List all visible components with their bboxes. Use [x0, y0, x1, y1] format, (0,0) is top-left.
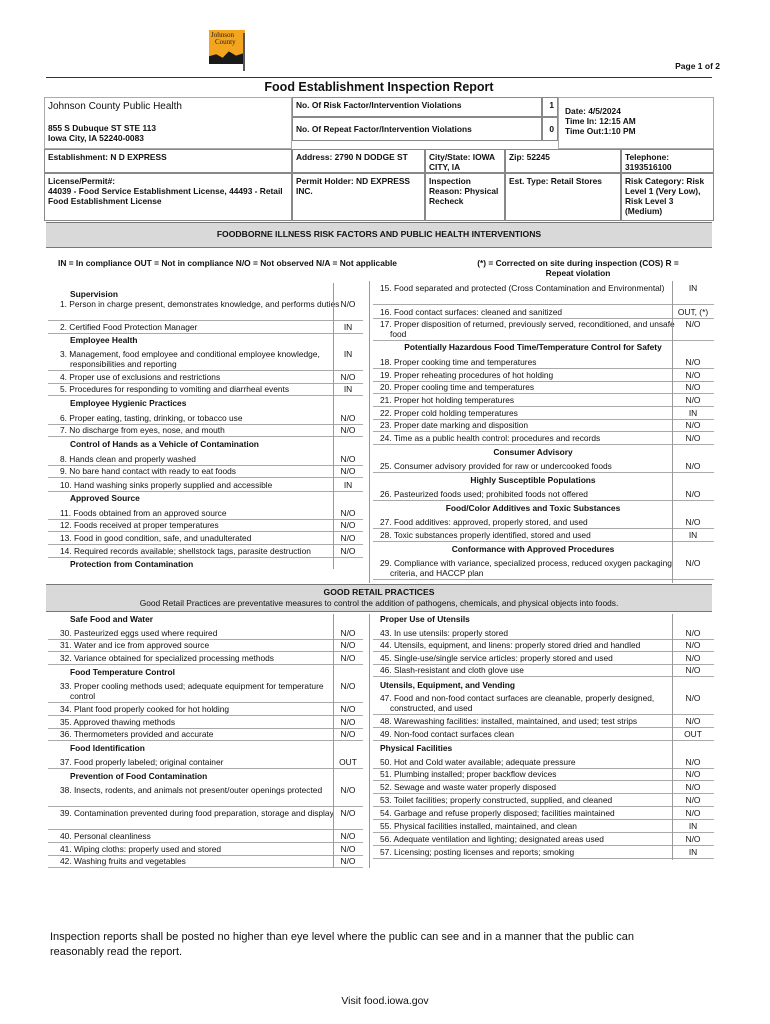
compliance-status: N/O [340, 508, 356, 518]
checklist-item: 33. Proper cooling methods used; adequate equipment for temperature control [60, 681, 324, 701]
correction-legend: (*) = Corrected on site during inspection (COS) R = Repeat violation [477, 258, 679, 278]
checklist-item: 22. Proper cold holding temperatures [380, 408, 518, 418]
compliance-status: N/O [340, 628, 356, 638]
row-divider [373, 714, 714, 715]
section-subheading: Proper Use of Utensils [380, 614, 670, 625]
row-divider [373, 806, 714, 807]
row-divider [373, 676, 714, 677]
page-number: Page 1 of 2 [675, 61, 720, 71]
checklist-item: 40. Personal cleanliness [60, 831, 151, 841]
compliance-status: N/O [340, 413, 356, 423]
row-divider [48, 740, 363, 741]
checklist-item: 27. Food additives: approved, properly stored, and used [380, 517, 588, 527]
risk-violations-value: 1 [542, 97, 558, 117]
compliance-status: N/O [685, 382, 701, 392]
section-subheading: Food/Color Additives and Toxic Substances [380, 503, 686, 514]
checklist-item: 44. Utensils, equipment, and linens: properly stored dried and handled [380, 640, 641, 650]
checklist-item: 19. Proper reheating procedures of hot holding [380, 370, 554, 380]
agency-address-2: Iowa City, IA 52240-0083 [48, 133, 144, 143]
checklist-item: 41. Wiping cloths: properly used and stored [60, 844, 222, 854]
row-divider [373, 431, 714, 432]
report-title: Food Establishment Inspection Report [264, 80, 494, 94]
row-divider [373, 368, 714, 369]
checklist-item: 48. Warewashing facilities: installed, maintained, and used; test strips [380, 716, 638, 726]
checklist-item: 37. Food properly labeled; original container [60, 757, 224, 767]
row-divider [373, 444, 714, 445]
checklist-item: 23. Proper date marking and disposition [380, 420, 529, 430]
section-subheading: Supervision [70, 289, 330, 300]
compliance-status: N/O [685, 665, 701, 675]
status-column-divider [672, 614, 673, 860]
checklist-item: 5. Procedures for responding to vomiting and diarrheal events [60, 384, 290, 394]
agency-address-1: 855 S Dubuque ST STE 113 [48, 123, 156, 133]
compliance-status: IN [688, 847, 698, 857]
row-divider [48, 370, 363, 371]
checklist-item: 39. Contamination prevented during food preparation, storage and display [60, 808, 334, 818]
checklist-item: 47. Food and non-food contact surfaces are cleanable, properly designed, constructed, and used [380, 693, 655, 713]
row-divider [373, 727, 714, 728]
checklist-item: 32. Variance obtained for specialized processing methods [60, 653, 274, 663]
row-divider [48, 491, 363, 492]
compliance-status: N/O [340, 466, 356, 476]
row-divider [48, 867, 363, 868]
checklist-item: 24. Time as a public health control: procedures and records [380, 433, 601, 443]
checklist-item: 10. Hand washing sinks properly supplied and accessible [60, 480, 273, 490]
section-subheading: Highly Susceptible Populations [380, 475, 686, 486]
compliance-status: N/O [685, 370, 701, 380]
compliance-status: N/O [340, 717, 356, 727]
section-subheading: Utensils, Equipment, and Vending [380, 680, 670, 691]
checklist-item: 6. Proper eating, tasting, drinking, or tobacco use [60, 413, 243, 423]
section-subheading: Consumer Advisory [380, 447, 686, 458]
time-out: Time Out:1:10 PM [565, 126, 636, 136]
checklist-item: 12. Foods received at proper temperatures [60, 520, 219, 530]
row-divider [373, 832, 714, 833]
section-subheading: Protection from Contamination [70, 559, 330, 570]
compliance-status: N/O [685, 808, 701, 818]
compliance-status: N/O [685, 716, 701, 726]
compliance-status: N/O [685, 319, 701, 329]
column-separator [369, 614, 370, 868]
section-subheading: Potentially Hazardous Food Time/Temperature Control for Safety [380, 342, 686, 353]
checklist-item: 54. Garbage and refuse properly disposed; facilities maintained [380, 808, 615, 818]
checklist-item: 30. Pasteurized eggs used where required [60, 628, 218, 638]
compliance-status: IN [343, 349, 353, 359]
logo-stand [243, 33, 245, 71]
section-subheading: Employee Hygienic Practices [70, 398, 330, 409]
row-divider [373, 579, 714, 580]
checklist-item: 42. Washing fruits and vegetables [60, 856, 186, 866]
checklist-item: 52. Sewage and waste water properly disposed [380, 782, 556, 792]
row-divider [48, 651, 363, 652]
compliance-status: N/O [685, 433, 701, 443]
compliance-status: N/O [340, 533, 356, 543]
row-divider [48, 702, 363, 703]
compliance-status: N/O [340, 454, 356, 464]
row-divider [373, 819, 714, 820]
row-divider [373, 500, 714, 501]
row-divider [48, 842, 363, 843]
row-divider [48, 829, 363, 830]
row-divider [48, 664, 363, 665]
compliance-status: N/O [340, 299, 356, 309]
compliance-status: N/O [685, 693, 701, 703]
checklist-item: 53. Toilet facilities; properly constructed, supplied, and cleaned [380, 795, 613, 805]
compliance-status: N/O [685, 782, 701, 792]
row-divider [373, 393, 714, 394]
city-state: City/State: IOWA CITY, IA [425, 149, 505, 173]
section-subheading: Employee Health [70, 335, 330, 346]
row-divider [48, 557, 363, 558]
section-subheading: Conformance with Approved Procedures [380, 544, 686, 555]
compliance-status: N/O [685, 628, 701, 638]
row-divider [373, 858, 714, 859]
compliance-status: N/O [340, 785, 356, 795]
food-iowa-link[interactable]: Visit food.iowa.gov [341, 995, 429, 1007]
compliance-status: OUT [684, 729, 702, 739]
compliance-status: IN [688, 530, 698, 540]
checklist-item: 26. Pasteurized foods used; prohibited foods not offered [380, 489, 588, 499]
repeat-violations-value: 0 [542, 117, 558, 141]
risk-violations-label: No. Of Risk Factor/Intervention Violations [292, 97, 542, 117]
checklist-item: 25. Consumer advisory provided for raw or undercooked foods [380, 461, 612, 471]
compliance-status: N/O [685, 489, 701, 499]
posting-notice: Inspection reports shall be posted no higher than eye level where the public can see and in a manner that the public can reasonably read the report. [50, 931, 634, 958]
row-divider [373, 740, 714, 741]
license-permit: License/Permit#: 44039 - Food Service Establishment License, 44493 - Retail Food Establishment License [44, 173, 292, 221]
checklist-item: 55. Physical facilities installed, maintained, and clean [380, 821, 577, 831]
row-divider [48, 531, 363, 532]
checklist-item: 1. Person in charge present, demonstrates knowledge, and performs duties [60, 299, 340, 309]
compliance-status: N/O [685, 357, 701, 367]
row-divider [373, 340, 714, 341]
compliance-status: N/O [685, 420, 701, 430]
compliance-status: N/O [685, 834, 701, 844]
risk-category: Risk Category: Risk Level 1 (Very Low), Risk Level 3 (Medium) [621, 173, 714, 221]
status-column-divider [672, 281, 673, 583]
compliance-status: N/O [685, 517, 701, 527]
compliance-status: IN [343, 322, 353, 332]
time-in: Time In: 12:15 AM [565, 116, 636, 126]
checklist-item: 28. Toxic substances properly identified, stored and used [380, 530, 591, 540]
checklist-item: 45. Single-use/single service articles: properly stored and used [380, 653, 613, 663]
title-rule [46, 77, 712, 78]
permit-holder: Permit Holder: ND EXPRESS INC. [292, 173, 425, 221]
compliance-status: IN [343, 384, 353, 394]
repeat-violations-label: No. Of Repeat Factor/Intervention Violations [292, 117, 542, 141]
compliance-status: N/O [340, 681, 356, 691]
establishment-address: Address: 2790 N DODGE ST [292, 149, 425, 173]
section-subheading: Physical Facilities [380, 743, 670, 754]
checklist-item: 7. No discharge from eyes, nose, and mouth [60, 425, 225, 435]
checklist-item: 17. Proper disposition of returned, previously served, reconditioned, and unsafe food [380, 319, 675, 339]
checklist-item: 56. Adequate ventilation and lighting; designated areas used [380, 834, 604, 844]
section-subheading: Food Temperature Control [70, 667, 330, 678]
checklist-item: 8. Hands clean and properly washed [60, 454, 196, 464]
compliance-status: N/O [340, 520, 356, 530]
checklist-item: 34. Plant food properly cooked for hot holding [60, 704, 230, 714]
agency-name: Johnson County Public Health [48, 101, 182, 112]
compliance-status: N/O [685, 653, 701, 663]
good-retail-header [46, 584, 712, 612]
row-divider [48, 395, 363, 396]
row-divider [48, 806, 363, 807]
logo-text-line1: Johnson [211, 31, 234, 39]
row-divider [373, 472, 714, 473]
compliance-status: N/O [685, 461, 701, 471]
row-divider [373, 406, 714, 407]
compliance-status: IN [688, 283, 698, 293]
establishment-type: Est. Type: Retail Stores [505, 173, 621, 221]
compliance-status: N/O [685, 757, 701, 767]
checklist-item: 36. Thermometers provided and accurate [60, 729, 214, 739]
good-retail-subheading: Good Retail Practices are preventative measures to control the addition of pathogens, chemicals, and physical objects into foods. [139, 598, 619, 608]
checklist-item: 9. No bare hand contact with ready to eat foods [60, 466, 236, 476]
column-separator [369, 281, 370, 583]
establishment-name: Establishment: N D EXPRESS [44, 149, 292, 173]
compliance-status: IN [688, 408, 698, 418]
compliance-status: N/O [340, 372, 356, 382]
section-subheading: Prevention of Food Contamination [70, 771, 330, 782]
checklist-item: 29. Compliance with variance, specialized process, reduced oxygen packaging criteria, and HACCP plan [380, 558, 672, 578]
checklist-item: 31. Water and ice from approved source [60, 640, 210, 650]
compliance-status: OUT, (*) [677, 307, 709, 317]
johnson-county-logo [209, 30, 245, 64]
compliance-status: N/O [340, 640, 356, 650]
checklist-item: 3. Management, food employee and conditional employee knowledge, responsibilities and reporting [60, 349, 320, 369]
checklist-item: 43. In use utensils: properly stored [380, 628, 509, 638]
checklist-item: 15. Food separated and protected (Cross Contamination and Environmental) [380, 283, 665, 293]
row-divider [373, 304, 714, 305]
compliance-status: N/O [340, 831, 356, 841]
logo-text-line2: County [215, 38, 236, 46]
row-divider [373, 793, 714, 794]
section-subheading: Food Identification [70, 743, 330, 754]
compliance-status: IN [688, 821, 698, 831]
compliance-status: N/O [340, 856, 356, 866]
compliance-status: OUT [339, 757, 357, 767]
checklist-item: 18. Proper cooking time and temperatures [380, 357, 537, 367]
compliance-status: IN [343, 480, 353, 490]
checklist-item: 16. Food contact surfaces: cleaned and sanitized [380, 307, 563, 317]
checklist-item: 21. Proper hot holding temperatures [380, 395, 515, 405]
compliance-status: N/O [340, 425, 356, 435]
compliance-status: N/O [340, 729, 356, 739]
checklist-item: 13. Food in good condition, safe, and unadulterated [60, 533, 252, 543]
inspection-reason: Inspection Reason: Physical Recheck [425, 173, 505, 221]
checklist-item: 38. Insects, rodents, and animals not present/outer openings protected [60, 785, 323, 795]
status-column-divider [333, 614, 334, 868]
compliance-status: N/O [340, 704, 356, 714]
row-divider [48, 477, 363, 478]
foodborne-heading: FOODBORNE ILLNESS RISK FACTORS AND PUBLIC HEALTH INTERVENTIONS [46, 222, 712, 248]
checklist-item: 4. Proper use of exclusions and restrictions [60, 372, 221, 382]
row-divider [48, 436, 363, 437]
compliance-status: N/O [340, 808, 356, 818]
checklist-item: 14. Required records available; shellstock tags, parasite destruction [60, 546, 311, 556]
checklist-item: 51. Plumbing installed; proper backflow devices [380, 769, 557, 779]
inspection-date: Date: 4/5/2024 [565, 106, 621, 116]
row-divider [48, 320, 363, 321]
section-subheading: Approved Source [70, 493, 330, 504]
compliance-status: N/O [685, 795, 701, 805]
compliance-status: N/O [685, 640, 701, 650]
telephone: Telephone: 3193516100 [621, 149, 714, 173]
compliance-status: N/O [685, 395, 701, 405]
checklist-item: 49. Non-food contact surfaces clean [380, 729, 515, 739]
row-divider [373, 528, 714, 529]
compliance-status: N/O [685, 769, 701, 779]
checklist-item: 46. Slash-resistant and cloth glove use [380, 665, 524, 675]
compliance-status: N/O [340, 844, 356, 854]
row-divider [373, 541, 714, 542]
row-divider [48, 768, 363, 769]
checklist-item: 20. Proper cooling time and temperatures [380, 382, 535, 392]
status-column-divider [333, 283, 334, 569]
checklist-item: 2. Certified Food Protection Manager [60, 322, 198, 332]
row-divider [373, 651, 714, 652]
checklist-item: 57. Licensing; posting licenses and reports; smoking [380, 847, 575, 857]
checklist-item: 11. Foods obtained from an approved source [60, 508, 227, 518]
compliance-status: N/O [685, 558, 701, 568]
row-divider [48, 544, 363, 545]
zip-code: Zip: 52245 [505, 149, 621, 173]
checklist-item: 50. Hot and Cold water available; adequate pressure [380, 757, 576, 767]
row-divider [48, 333, 363, 334]
row-divider [373, 780, 714, 781]
compliance-status: N/O [340, 653, 356, 663]
compliance-legend: IN = In compliance OUT = Not in compliance N/O = Not observed N/A = Not applicable [58, 258, 397, 268]
good-retail-heading: GOOD RETAIL PRACTICES [323, 587, 435, 597]
row-divider [48, 715, 363, 716]
checklist-item: 35. Approved thawing methods [60, 717, 176, 727]
row-divider [373, 845, 714, 846]
section-subheading: Control of Hands as a Vehicle of Contamination [70, 439, 330, 450]
section-subheading: Safe Food and Water [70, 614, 330, 625]
compliance-status: N/O [340, 546, 356, 556]
